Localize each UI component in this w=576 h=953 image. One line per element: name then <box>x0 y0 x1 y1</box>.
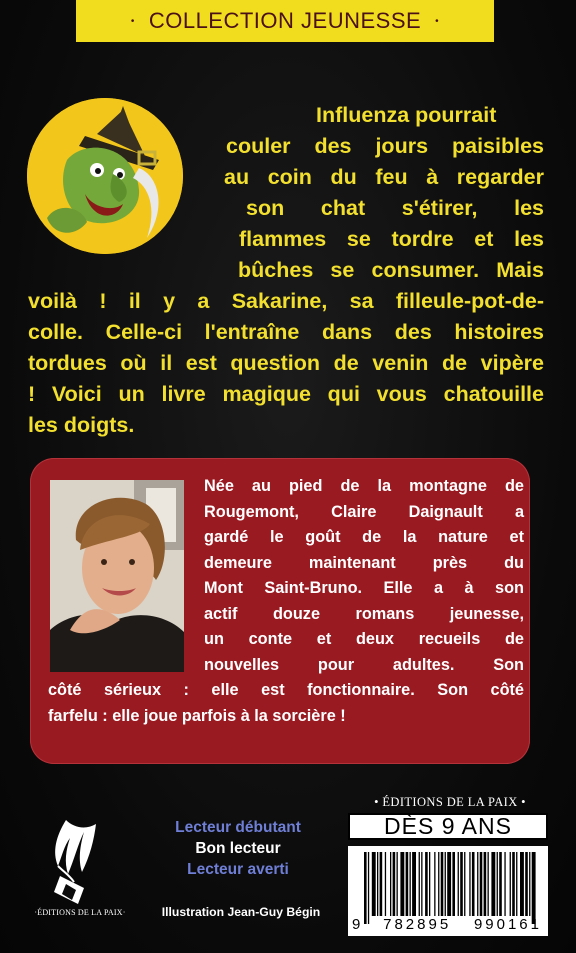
isbn-group-2: 990161 <box>473 916 542 933</box>
barcode-bar <box>380 852 383 916</box>
blurb-line: Influenza pourrait <box>316 103 497 127</box>
barcode-bar <box>377 852 378 916</box>
illustration-credit: Illustration Jean-Guy Bégin <box>161 905 321 919</box>
barcode-bar <box>368 852 369 924</box>
blurb-line: couler des jours paisibles <box>226 134 544 158</box>
barcode-bar <box>512 852 515 916</box>
blurb-line: flammes se tordre et les <box>239 227 544 251</box>
barcode-bar <box>438 852 439 916</box>
bio-line: Rougemont, Claire Daignault a <box>204 502 524 521</box>
barcode-bar <box>460 852 463 916</box>
publisher-name: • ÉDITIONS DE LA PAIX • <box>374 795 526 809</box>
barcode-bar <box>484 852 487 916</box>
barcode-bar <box>497 852 498 916</box>
barcode-bar <box>458 852 459 916</box>
barcode-bar <box>516 852 517 916</box>
blurb-line: tordues où il est question de venin de vipère <box>28 351 544 375</box>
bio-line: demeure maintenant près du <box>204 553 524 572</box>
bio-line: un conte et deux recueils de <box>204 630 524 648</box>
isbn-number <box>352 916 542 933</box>
barcode-bar <box>385 852 386 916</box>
banner-bullet-right: • <box>435 15 440 27</box>
bio-line: farfelu : elle joue parfois à la sorcière ! <box>48 706 346 725</box>
bio-line: gardé le goût de la nature et <box>204 528 524 546</box>
age-rating: DÈS 9 ANS <box>348 813 548 840</box>
barcode-bar <box>447 852 451 916</box>
blurb-line: les doigts. <box>28 413 135 437</box>
barcode-bar <box>520 852 524 916</box>
barcode-bar <box>429 852 430 916</box>
barcode-bar <box>532 852 536 924</box>
barcode-bar <box>510 852 511 916</box>
book-blurb <box>28 100 544 441</box>
bio-line: Née au pied de la montagne de <box>204 477 524 495</box>
bio-line: côté sérieux : elle est fonctionnaire. Son côté <box>48 681 524 699</box>
barcode-bar <box>529 852 530 916</box>
barcode-bar <box>480 852 483 916</box>
blurb-line: voilà ! il y a Sakarine, sa filleule-pot-de- <box>28 289 544 313</box>
barcode-bar <box>364 852 367 924</box>
isbn-group-1: 782895 <box>383 916 452 933</box>
barcode-bar <box>477 852 478 916</box>
reading-levels <box>150 817 326 880</box>
barcode-bar <box>488 852 489 916</box>
barcode-bar <box>419 852 420 916</box>
barcode-bar <box>434 852 435 916</box>
author-bio <box>48 474 524 729</box>
collection-title: COLLECTION JEUNESSE <box>148 8 422 33</box>
blurb-line: son chat s'étirer, les <box>246 196 544 220</box>
blurb-line: ! Voici un livre magique qui vous chatouille <box>28 382 544 406</box>
blurb-line: bûches se consumer. Mais <box>238 258 544 282</box>
blurb-line: colle. Celle-ci l'entraîne dans des histoires <box>28 320 544 344</box>
level-beginner: Lecteur débutant <box>175 819 301 836</box>
isbn-prefix: 9 <box>352 916 361 933</box>
barcode-bar <box>400 852 404 916</box>
level-good-reader: Bon lecteur <box>195 840 281 857</box>
barcode-bar <box>393 852 396 916</box>
barcode-bar <box>445 852 446 916</box>
barcode-bar <box>421 852 422 916</box>
barcode-bar <box>412 852 416 916</box>
barcode-bar <box>410 852 411 916</box>
publisher-logo <box>44 816 108 908</box>
barcode-bar <box>472 852 475 916</box>
bio-line: Mont Saint-Bruno. Elle a à son <box>204 579 524 597</box>
barcode-bar <box>397 852 398 916</box>
barcode-bar <box>499 852 502 916</box>
publisher-logo-caption: ·ÉDITIONS DE LA PAIX· <box>34 908 126 917</box>
level-advanced: Lecteur averti <box>187 861 289 878</box>
barcode-bar <box>504 852 505 916</box>
feather-quill-icon <box>44 816 108 908</box>
barcode-bar <box>441 852 444 916</box>
barcode-bar <box>469 852 470 916</box>
barcode-bar <box>464 852 465 916</box>
barcode-bar <box>491 852 495 916</box>
barcode-bar <box>425 852 428 916</box>
blurb-line: au coin du feu à regarder <box>224 165 544 189</box>
banner-bullet-left: • <box>130 15 135 27</box>
bio-line: actif douze romans jeunesse, <box>204 604 524 623</box>
barcode-bar <box>525 852 528 916</box>
barcode-bar <box>390 852 391 916</box>
barcode-bar <box>452 852 455 916</box>
barcode-bar <box>406 852 409 916</box>
barcode-bar <box>372 852 376 916</box>
bio-line: nouvelles pour adultes. Son <box>204 655 524 674</box>
collection-banner <box>76 0 494 42</box>
